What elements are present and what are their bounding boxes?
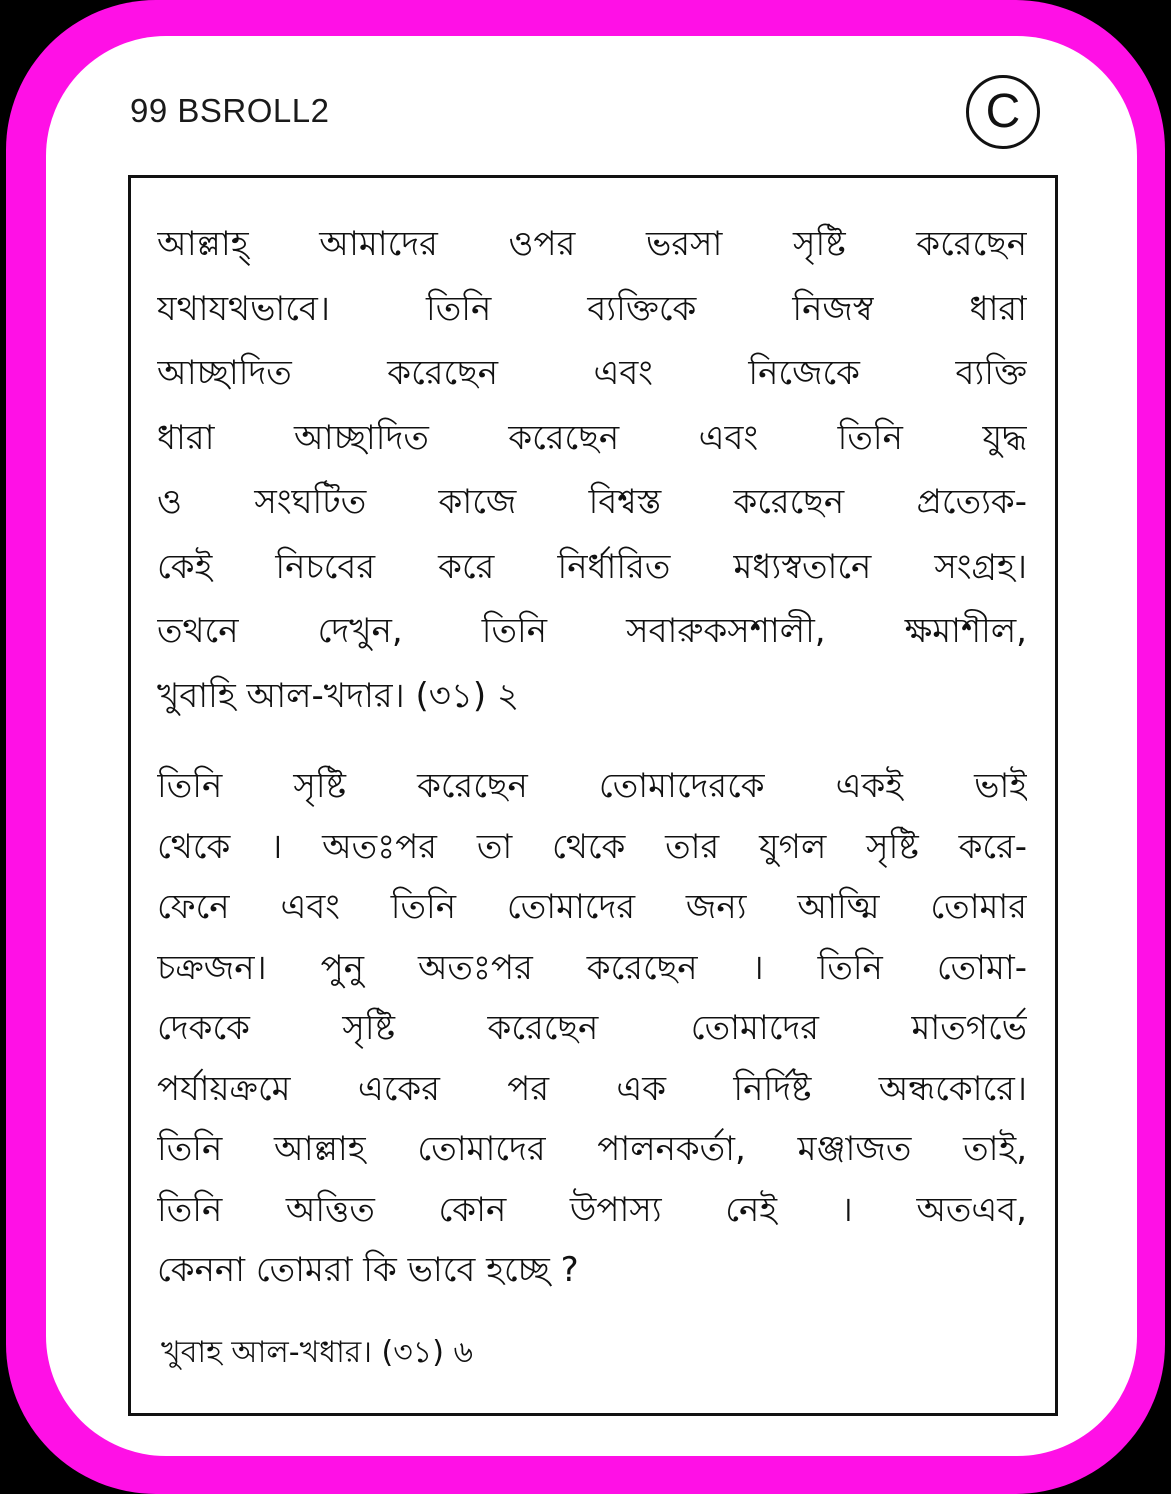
passage-line: আল্লাহ্‌ আমাদের ওপর ভরসা সৃষ্টি করেছেন [157, 224, 1027, 264]
passage-line: তিনি অত্তিত কোন উপাস্য নেই । অতএব, [157, 1189, 1027, 1230]
passage-line: ধারা আচ্ছাদিত করেছেন এবং তিনি যুদ্ধ [157, 417, 1027, 458]
passage-line: থেকে । অতঃপর তা থেকে তার যুগল সৃষ্টি করে- [157, 826, 1027, 867]
passage-line: তিনি আল্লাহ তোমাদের পালনকর্তা, মঞ্জাজত তাই, [157, 1129, 1027, 1169]
passage-reference: খুবাহি আল-খদার। (৩১) ২ [157, 675, 520, 716]
passage-line: চক্রজন। পুনু অতঃপর করেছেন । তিনি তোমা- [157, 947, 1027, 988]
passage-line: কেই নিচবের করে নির্ধারিত মধ্যস্বতানে সংগ্রহ। [157, 546, 1027, 587]
text-box [128, 175, 1058, 1416]
passage-one [157, 212, 1027, 728]
version-badge: C [966, 75, 1040, 149]
document-code: 99 BSROLL2 [130, 92, 330, 129]
passage-line: তথনে দেখুন, তিনি সবারুকসশালী, ক্ষমাশীল, [157, 611, 1027, 651]
passage-two [157, 756, 1027, 1301]
passage-line: পর্যায়ক্রমে একের পর এক নির্দিষ্ট অন্ধকোরে। [157, 1068, 1027, 1109]
passage-line: ফেনে এবং তিনি তোমাদের জন্য আত্মি তোমার [157, 887, 1027, 927]
passage-line: যথাযথভাবে। তিনি ব্যক্তিকে নিজস্ব ধারা [157, 288, 1027, 329]
passage-reference: খুবাহ আল-খধার। (৩১) ৬ [161, 1335, 473, 1370]
passage-line: তিনি সৃষ্টি করেছেন তোমাদেরকে একই ভাই [157, 766, 1027, 806]
passage-line: কেননা তোমরা কি ভাবে হচ্ছে ? [157, 1250, 579, 1290]
passage-line: ও সংঘটিত কাজে বিশ্বস্ত করেছেন প্রত্যেক- [157, 482, 1027, 522]
passage-line: আচ্ছাদিত করেছেন এবং নিজেকে ব্যক্তি [157, 353, 1027, 393]
passage-line: দেককে সৃষ্টি করেছেন তোমাদের মাতগর্ভে [157, 1008, 1027, 1048]
